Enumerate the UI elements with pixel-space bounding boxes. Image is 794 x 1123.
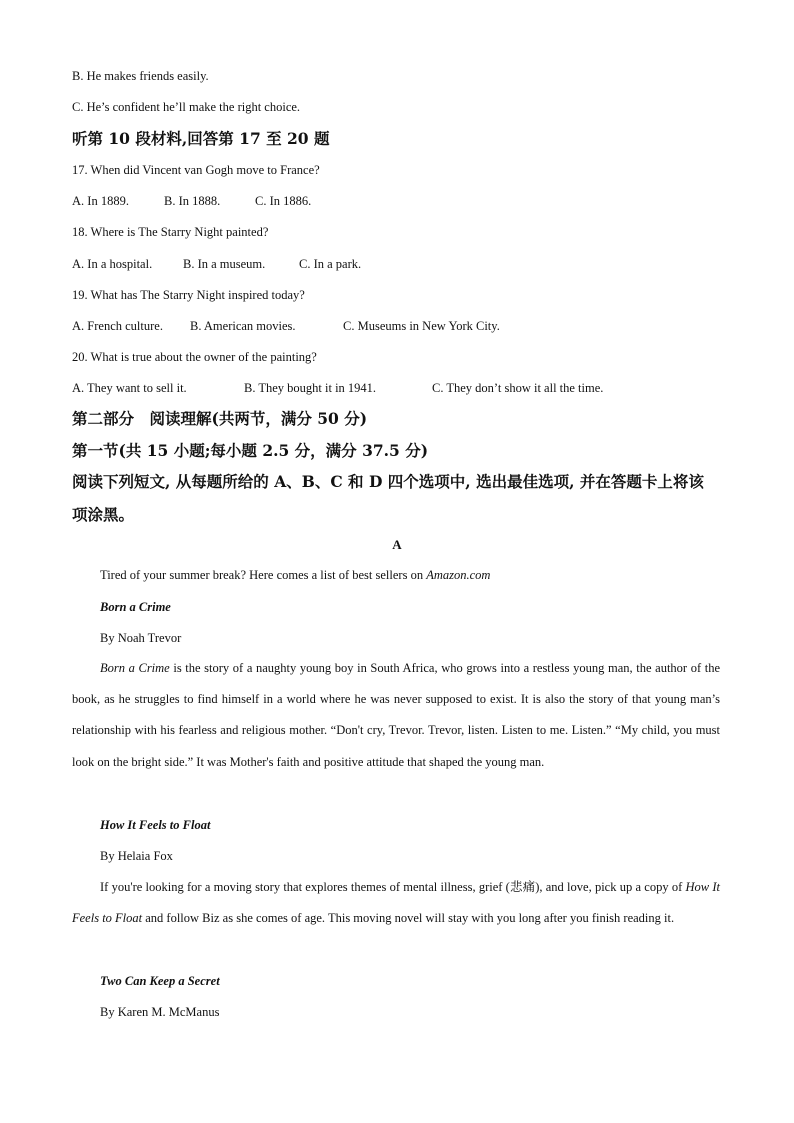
instruction-line-1: 阅读下列短文, 从每题所给的 A、B、C 和 D 四个选项中, 选出最佳选项, 并在答题卡上将该 xyxy=(72,472,704,491)
book-1-desc-text: is the story of a naughty young boy in South Africa, who grows into a restless young man, the author of the book, as he struggles to find himself in a world where he was never supposed to exist. It is also the story of that young man’s relationship with his fearless and religious mother. “Don't cry, Trevor. Trevor, listen. Listen to me. Listen.” “My child, you must look on the bright side.” It was Mother's faith and positive attitude that shaped the young man. xyxy=(72,661,720,769)
book-2-desc-end: and follow Biz as she comes of age. This moving novel will stay with you long after you finish reading it. xyxy=(142,911,675,926)
book-3-title: Two Can Keep a Secret xyxy=(100,974,220,988)
book-2-author: By Helaia Fox xyxy=(100,849,173,863)
intro-text: Tired of your summer break? Here comes a list of best sellers on xyxy=(100,568,427,582)
q19-option-a: A. French culture. xyxy=(72,319,163,333)
q17-option-c: C. In 1886. xyxy=(255,194,312,208)
book-3-author: By Karen M. McManus xyxy=(100,1005,220,1019)
intro-site: Amazon.com xyxy=(426,568,491,582)
q19-stem: 19. What has The Starry Night inspired today? xyxy=(72,288,305,302)
q15-option-b: B. He makes friends easily. xyxy=(72,69,209,83)
q15-option-c: C. He’s confident he’ll make the right choice. xyxy=(72,100,301,114)
q19-option-b: B. American movies. xyxy=(190,319,296,333)
q18-stem: 18. Where is The Starry Night painted? xyxy=(72,225,269,239)
instruction-line-2: 项涂黑。 xyxy=(72,505,135,524)
q17-option-a: A. In 1889. xyxy=(72,194,129,208)
q20-option-a: A. They want to sell it. xyxy=(72,381,187,395)
q19-option-c: C. Museums in New York City. xyxy=(343,319,500,333)
q18-option-c: C. In a park. xyxy=(299,257,362,271)
q20-option-c: C. They don’t show it all the time. xyxy=(432,381,604,395)
book-2-desc-start: If you're looking for a moving story that explores themes of mental illness, grief (悲痛), and love, pick up a copy of xyxy=(100,880,686,894)
part-2-heading: 第二部分 阅读理解(共两节，满分 50 分) xyxy=(72,409,368,428)
q18-options xyxy=(72,256,361,272)
q18-option-b: B. In a museum. xyxy=(183,257,266,271)
q17-stem: 17. When did Vincent van Gogh move to France? xyxy=(72,163,320,177)
passage-label: A xyxy=(392,537,402,552)
q20-options xyxy=(72,380,603,396)
book-2-description xyxy=(72,872,720,934)
q17-options xyxy=(72,193,311,209)
passage-intro xyxy=(100,567,490,583)
book-2-title-inline: How It Feels to Float xyxy=(72,880,721,926)
section-10-heading: 听第 10 段材料,回答第 17 至 20 题 xyxy=(72,129,330,148)
book-1-title-inline: Born a Crime xyxy=(100,661,170,675)
q20-stem: 20. What is true about the owner of the painting? xyxy=(72,350,317,364)
q18-option-a: A. In a hospital. xyxy=(72,257,153,271)
book-1-author: By Noah Trevor xyxy=(100,631,182,645)
q17-option-b: B. In 1888. xyxy=(164,194,221,208)
book-1-title: Born a Crime xyxy=(100,600,171,614)
q19-options xyxy=(72,318,500,334)
q20-option-b: B. They bought it in 1941. xyxy=(244,381,377,395)
book-2-title: How It Feels to Float xyxy=(100,818,211,832)
section-1-heading: 第一节(共 15 小题;每小题 2.5 分，满分 37.5 分) xyxy=(72,441,429,460)
book-1-description xyxy=(72,653,720,778)
